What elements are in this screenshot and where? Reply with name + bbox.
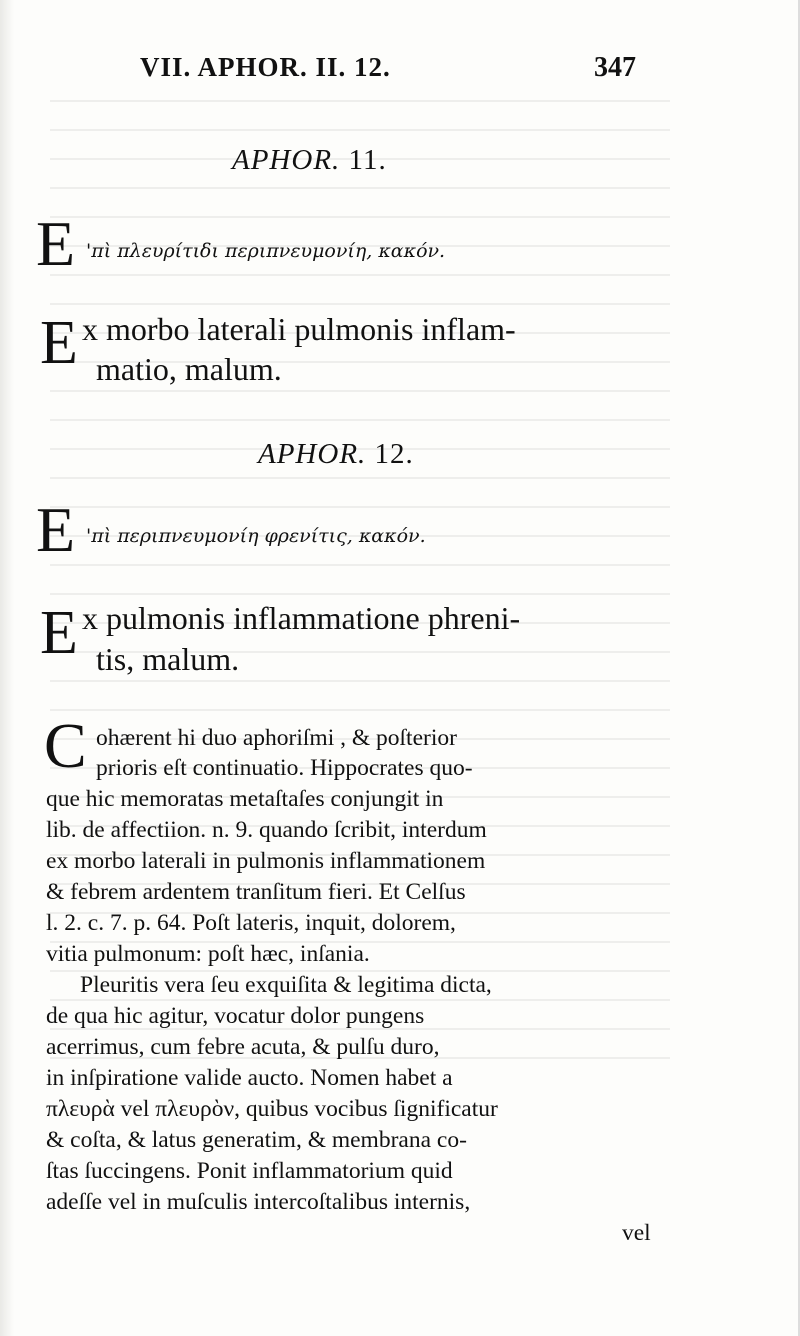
- commentary-line: acerrimus, cum febre acuta, & pulſu duro,: [46, 1034, 440, 1060]
- page-number: 347: [594, 52, 636, 83]
- commentary-line: de qua hic agitur, vocatur dolor pungens: [46, 1003, 425, 1029]
- latin-line-12-2: tis, malum.: [96, 641, 240, 677]
- commentary-line: lib. de affectiion. n. 9. quando ſcribit, interdum: [46, 817, 487, 843]
- commentary-line: ex morbo laterali in pulmonis inflammationem: [46, 848, 486, 874]
- greek-initial-12: E: [36, 494, 76, 565]
- aphorism-12-heading: [258, 438, 414, 471]
- latin-initial-12: E: [40, 599, 78, 667]
- running-head: VII. APHOR. II. 12.: [140, 52, 391, 82]
- greek-text-12: 'πὶ περιπνευμονίη φρενίτις, κακόν.: [86, 525, 426, 547]
- latin-line-11-2: matio, malum.: [96, 351, 282, 387]
- commentary-line: ſtas ſuccingens. Ponit inflammatorium quid: [46, 1158, 453, 1184]
- aphorism-11-heading: [232, 144, 387, 177]
- aphorism-heading-number: 12.: [374, 438, 414, 470]
- commentary-line: ohærent hi duo aphoriſmi , & poſterior: [96, 725, 457, 751]
- aphorism-heading-label: APHOR.: [232, 144, 341, 176]
- catchword: vel: [622, 1220, 651, 1246]
- commentary-line: & coſta, & latus generatim, & membrana co-: [46, 1127, 467, 1153]
- latin-initial-11: E: [40, 309, 78, 377]
- commentary-line: πλευρὰ vel πλευρὸν, quibus vocibus ſignificatur: [46, 1096, 498, 1122]
- greek-initial-11: E: [36, 208, 76, 279]
- commentary-line: adeſſe vel in muſculis intercoſtalibus internis,: [46, 1189, 471, 1215]
- aphorism-heading-label: APHOR.: [258, 438, 367, 470]
- commentary-line: vitia pulmonum: poſt hæc, inſania.: [46, 941, 370, 967]
- commentary-line: in inſpiratione valide aucto. Nomen habet a: [46, 1065, 453, 1091]
- aphorism-heading-number: 11.: [348, 144, 387, 176]
- greek-text-11: 'πὶ πλευρίτιδι περιπνευμονίη, κακόν.: [86, 240, 446, 262]
- commentary-line: prioris eſt continuatio. Hippocrates quo-: [96, 755, 473, 781]
- page-gutter-shadow: [0, 0, 14, 1336]
- commentary-line: que hic memoratas metaſtaſes conjungit in: [46, 786, 444, 812]
- latin-line-11-1: x morbo laterali pulmonis inflam-: [82, 311, 516, 347]
- commentary-initial: C: [44, 710, 87, 781]
- commentary-line: & febrem ardentem tranſitum fieri. Et Celſus: [46, 879, 466, 905]
- commentary-line: Pleuritis vera ſeu exquiſita & legitima dicta,: [80, 972, 492, 998]
- commentary-line: l. 2. c. 7. p. 64. Poſt lateris, inquit, dolorem,: [46, 910, 456, 936]
- latin-line-12-1: x pulmonis inflammatione phreni-: [82, 600, 521, 636]
